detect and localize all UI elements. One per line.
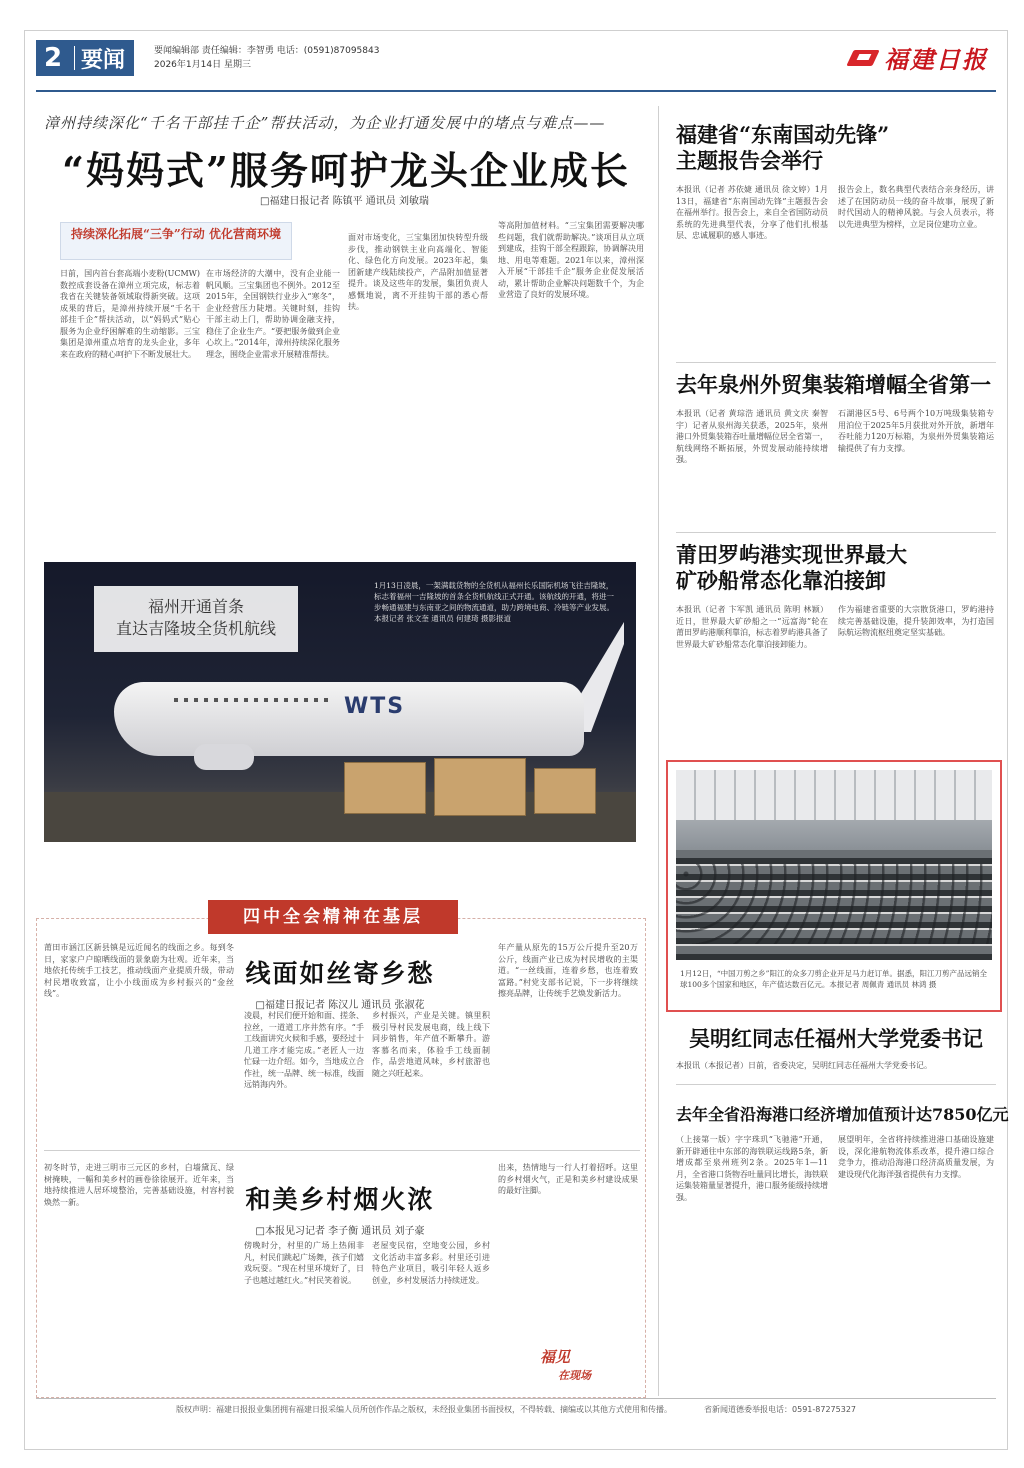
date-line: 2026年1月14日 星期三 xyxy=(154,60,251,70)
photo1-caption: 1月13日凌晨，一架满载货物的全货机从福州长乐国际机场飞往吉隆坡，标志着福州一吉隆坡的首条全货机航线正式开通。该航线的开通，将进一步畅通福建与东南亚之间的物流通道，助力跨境电商、冷链等产业发展。本报记者 张文奎 通讯员 何建琦 摄影报道 xyxy=(374,581,614,623)
r-story3-headline xyxy=(676,542,996,594)
workers xyxy=(676,864,992,944)
section-name: 要闻 xyxy=(81,47,126,73)
r-story2-col-2: 石湖港区5号、6号两个10万吨级集装箱专用泊位于2025年5月获批对外开放，新增年吞吐能力120万标箱，为泉州外贸集装箱运输提供了有力支撑。 xyxy=(838,409,994,453)
masthead-meta xyxy=(154,44,379,72)
paper-name: 福建日报 xyxy=(884,45,988,74)
r-story5-col-1: （上接第一版）字字珠玑“飞驰港”开通，新开辟通往中东部的海铁联运线路5条，新增成都至泉州班列2条。2025年1—11月，全省港口货物吞吐量同比增长，海铁联运集装箱量显著提升，港口服务能级持续增强。 xyxy=(676,1135,828,1202)
r-story3-col-2: 作为福建省重要的大宗散货港口，罗屿港持续完善基础设施，提升装卸效率，为打造国际航运物流枢纽奠定坚实基础。 xyxy=(838,605,994,637)
village-headline-wrap xyxy=(240,1180,440,1237)
r-story1-col-1: 本报讯（记者 苏依婕 通讯员 徐文婷）1月13日，福建省“东南国动先锋”主题报告会在福州举行。报告会上，来自全省国防动员系统的先进典型代表，分享了他们扎根基层、忠诚履职的感人事迹。 xyxy=(676,185,828,240)
village-byline: □本报见习记者 李子衡 通讯员 刘子豪 xyxy=(255,1226,425,1237)
silk-byline: □福建日报记者 陈汉儿 通讯员 张淑花 xyxy=(255,1000,425,1011)
page-number: 2 xyxy=(44,43,63,73)
lead-col-2: 在市场经济的大潮中，没有企业能一帆风顺。三宝集团也不例外。2012至2015年，全国钢铁行业步入“寒冬”，企业经营压力陡增。关键时刻，挂钩干部主动上门，帮助协调金融支持，稳住了企业生产。“要把服务做到企业心坎上。”2014年，漳州持续深化服务理念，围绕企业需求开展精准帮扶。 xyxy=(206,269,340,359)
r-story1-col-2: 报告会上，数名典型代表结合亲身经历，讲述了在国防动员一线的奋斗故事，展现了新时代国动人的精神风貌。与会人员表示，将以先进典型为榜样，立足岗位建功立业。 xyxy=(838,185,994,229)
cargo-pallet xyxy=(534,768,596,814)
column-separator xyxy=(658,106,659,1396)
lead-byline: □福建日报记者 陈镇平 通讯员 刘敏瑞 xyxy=(260,196,429,207)
lead-col-3: 面对市场变化，三宝集团加快转型升级步伐，推动钢铁主业向高端化、智能化、绿色化方向发展。2023年起，集团新建产线陆续投产，产品附加值显著提升。谈及这些年的发展，集团负责人感慨地说，离不开挂钩干部的悉心帮扶。 xyxy=(348,233,488,311)
editor-line: 要闻编辑部 责任编辑：李智勇 电话：(0591)87095843 xyxy=(154,46,380,56)
photo1-title-line2: 直达吉隆坡全货机航线 xyxy=(115,619,276,638)
silk-col-1: 莆田市涵江区新县镇是远近闻名的线面之乡。每到冬日，家家户户晾晒线面的景象蔚为壮观。近年来，当地依托传统手工技艺，推动线面产业提质升级，带动村民增收致富，让小小线面成为乡村振兴的“金丝线”。 xyxy=(44,943,234,998)
field-report-seal xyxy=(540,1346,591,1383)
masthead-rule xyxy=(36,90,996,92)
r-divider xyxy=(676,532,996,533)
seal-main: 福见 xyxy=(540,1348,571,1366)
r-story1-headline-line1: 福建省“东南国动先锋” xyxy=(676,122,890,147)
silk-col-4: 年产量从原先的15万公斤提升至20万公斤，线面产业已成为村民增收的主渠道。“一丝线面，连着乡愁，也连着致富路。”村党支部书记说，下一步将继续擦亮品牌，让传统手艺焕发新活力。 xyxy=(498,943,638,998)
r-story3-col-1: 本报讯（记者 卞军凯 通讯员 陈明 林颖）近日，世界最大矿砂船之一“远富海”轮在莆田罗屿港顺利靠泊，标志着罗屿港具备了世界最大矿砂船常态化靠泊接卸能力。 xyxy=(676,605,828,649)
hotline: 省新闻道德委举报电话：0591-87275327 xyxy=(704,1405,856,1414)
seal-sub: 在现场 xyxy=(558,1369,591,1382)
silk-col-2: 凌晨，村民们便开始和面、搓条、拉丝，一道道工序井然有序。“手工线面讲究火候和手感，要经过十几道工序才能完成。”老匠人一边忙碌一边介绍。如今，当地成立合作社，统一品牌、统一标准，线面远销海内外。 xyxy=(244,1011,364,1089)
r-divider xyxy=(676,362,996,363)
cargo-pallet xyxy=(434,758,526,816)
factory-photo xyxy=(676,770,992,960)
r-story4-headline: 吴明红同志任福州大学党委书记 xyxy=(689,1026,983,1051)
village-col-2: 傍晚时分，村里的广场上热闹非凡，村民们跳起广场舞，孩子们嬉戏玩耍。“现在村里环境好了，日子也越过越红火。”村民笑着说。 xyxy=(244,1241,364,1285)
r-story5-headline: 去年全省沿海港口经济增加值预计达7850亿元 xyxy=(676,1105,1009,1124)
lead-col-1: 日前，国内首台套高端小麦粉(UCMW)数控成套设备在漳州立项完成，标志着我省在关键装备领域取得新突破。这项成果的背后，是漳州持续开展“千名干部挂千企”帮扶活动，以“妈妈式”贴心服务为企业纾困解难的生动缩影。三宝集团是漳州重点培育的龙头企业，多年来在政府的精心呵护下不断发展壮大。 xyxy=(60,269,200,359)
village-col-1: 初冬时节，走进三明市三元区的乡村，白墙黛瓦、绿树掩映，一幅和美乡村的画卷徐徐展开。近年来，当地持续推进人居环境整治，完善基础设施，村容村貌焕然一新。 xyxy=(44,1163,234,1207)
lead-tag: 持续深化拓展“三争”行动 优化营商环境 xyxy=(60,222,292,260)
page-badge xyxy=(36,40,134,76)
r-story5-headline-wrap xyxy=(676,1102,1009,1128)
logo-mark-icon xyxy=(848,44,880,72)
footer-rule xyxy=(36,1398,996,1399)
copyright-notice: 版权声明：福建日报报业集团拥有福建日报采编人员所创作作品之版权，未经报业集团书面授权，不得转载、摘编或以其他方式使用和传播。 xyxy=(176,1405,672,1414)
lead-kicker-wrap xyxy=(44,112,644,133)
r-divider xyxy=(676,1084,996,1085)
r-story2-headline-wrap xyxy=(676,372,996,398)
masthead xyxy=(36,36,996,84)
r-story3-headline-line1: 莆田罗屿港实现世界最大 xyxy=(676,542,907,567)
r-story4-body: 本报讯（本报记者）日前，省委决定，吴明红同志任福州大学党委书记。 xyxy=(676,1061,932,1070)
plane-engine xyxy=(194,744,254,770)
lead-kicker: 漳州持续深化“千名干部挂千企”帮扶活动，为企业打通发展中的堵点与难点—— xyxy=(44,114,606,132)
lead-headline: “妈妈式”服务呵护龙头企业成长 xyxy=(62,148,630,193)
silk-headline: 线面如丝寄乡愁 xyxy=(245,959,435,988)
r-story3-headline-line2: 矿砂船常态化靠泊接卸 xyxy=(676,568,886,593)
photo1-title-card xyxy=(94,586,298,652)
r-story2-col-1: 本报讯（记者 黄琮浩 通讯员 黄文庆 秦智宇）记者从泉州海关获悉，2025年，泉州港口外贸集装箱吞吐量增幅位居全省第一，航线网络不断拓展，外贸发展动能持续增强。 xyxy=(676,409,828,464)
r-story4-headline-wrap xyxy=(676,1026,996,1052)
factory-photo-caption: 1月12日，“中国刀剪之乡”阳江的众多刀剪企业开足马力赶订单。据悉，阳江刀剪产品远销全球100多个国家和地区，年产值达数百亿元。本报记者 周佩青 通讯员 林鸿 摄 xyxy=(680,969,987,989)
factory-roof xyxy=(676,770,992,820)
section-banner: 四中全会精神在基层 xyxy=(208,900,458,934)
silk-col-1-wrap xyxy=(44,942,234,1138)
footer xyxy=(36,1404,996,1415)
r-story2-headline: 去年泉州外贸集装箱增幅全省第一 xyxy=(676,372,991,397)
village-col-4: 出来，热情地与一行人打着招呼。这里的乡村烟火气，正是和美乡村建设成果的最好注脚。 xyxy=(498,1163,638,1195)
lead-byline-wrap xyxy=(260,192,520,207)
paper-logo xyxy=(848,40,988,75)
feature-divider xyxy=(44,1150,640,1151)
village-col-3: 老屋变民宿，空地变公园，乡村文化活动丰富多彩。村里还引进特色产业项目，吸引年轻人返乡创业，乡村发展活力持续迸发。 xyxy=(372,1241,490,1285)
photo1-title-line1: 福州开通首条 xyxy=(147,597,244,616)
silk-col-3: 乡村振兴，产业是关键。镇里积极引导村民发展电商，线上线下同步销售，年产值不断攀升。游客慕名而来，体验手工线面制作，品尝地道风味，乡村旅游也随之兴旺起来。 xyxy=(372,1011,490,1078)
badge-divider xyxy=(74,46,75,70)
silk-headline-wrap xyxy=(240,954,440,1011)
r-story1-headline xyxy=(676,122,996,174)
lead-col-4: 等高附加值材料。“三宝集团需要解决哪些问题，我们就帮助解决。”谈项目从立项到建成，挂钩干部全程跟踪，协调解决用地、用电等难题。2021年以来，漳州深入开展“干部挂千企”服务企业促发展活动，累计帮助企业解决问题数千个，为企业营造了良好的发展环境。 xyxy=(498,221,644,299)
cargo-flight-photo xyxy=(44,562,636,842)
village-headline: 和美乡村烟火浓 xyxy=(245,1185,435,1214)
plane-windows xyxy=(174,698,334,702)
plane-livery: WTS xyxy=(344,694,406,719)
r-story1-headline-line2: 主题报告会举行 xyxy=(676,148,823,173)
lead-headline-wrap xyxy=(44,140,648,195)
cargo-pallet xyxy=(344,762,426,814)
r-story5-col-2: 展望明年，全省将持续推进港口基础设施建设，深化港航物流体系改革，提升港口综合竞争力，推动沿海港口经济高质量发展，为建设现代化海洋强省提供有力支撑。 xyxy=(838,1135,994,1179)
